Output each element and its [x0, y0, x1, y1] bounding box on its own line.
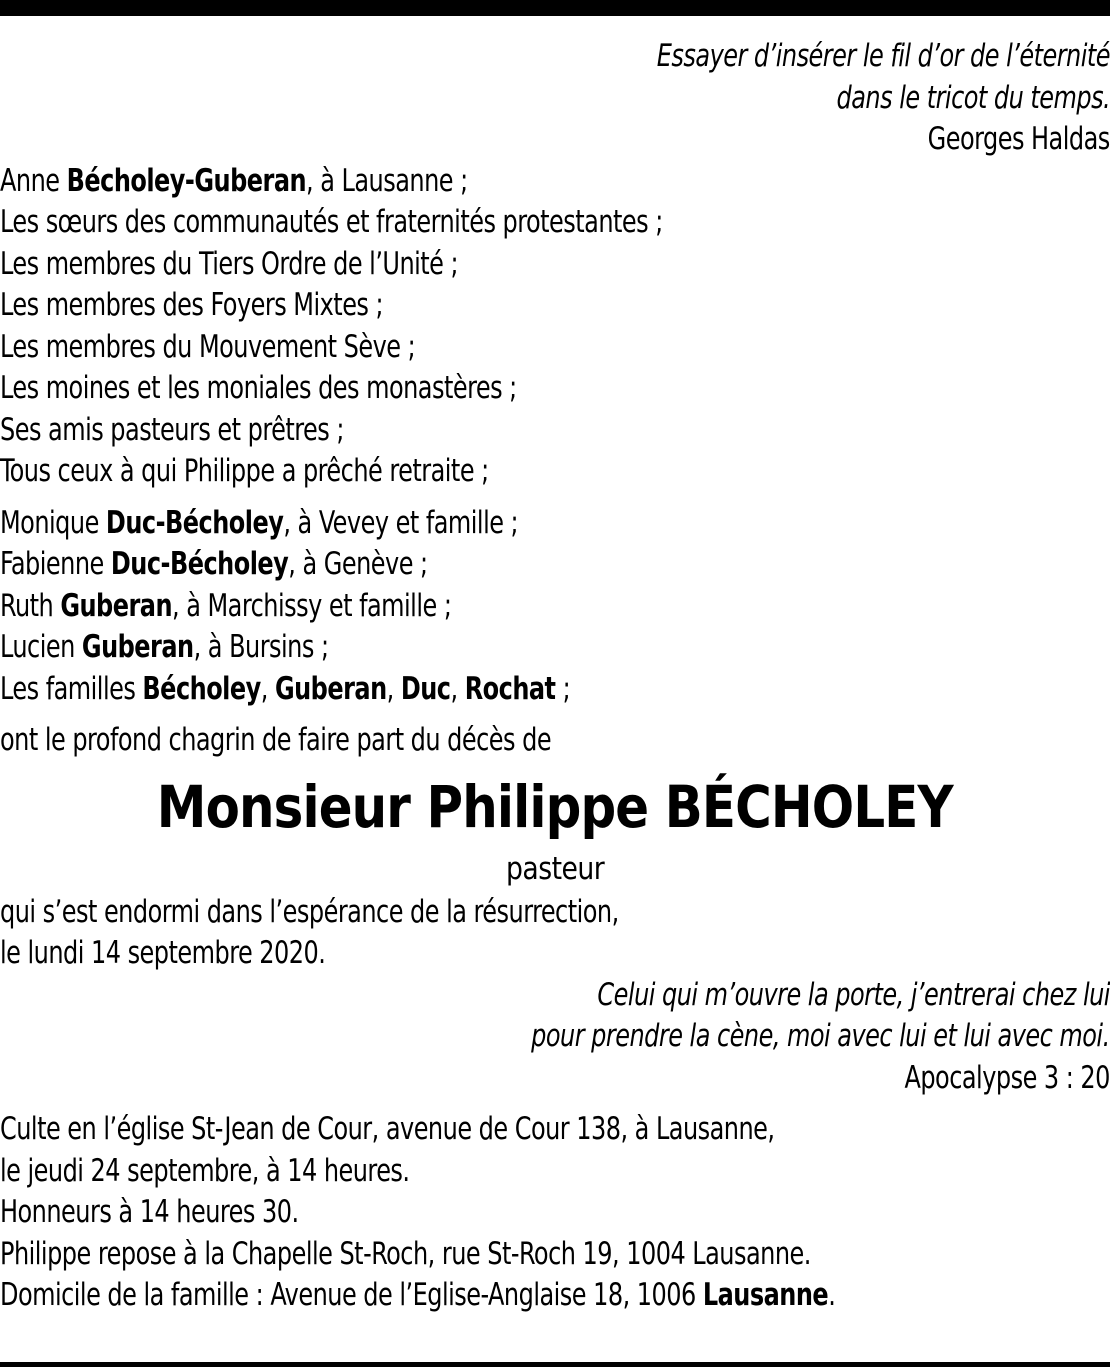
mourner-surname: Bécholey-Guberan: [66, 162, 307, 199]
top-rule: [0, 0, 1110, 16]
verse-line: [0, 1016, 1110, 1058]
separator: ,: [450, 670, 465, 707]
mourner-line: [0, 327, 1110, 369]
mourner-suffix: , à Lausanne ;: [306, 162, 468, 199]
announcement-text: ont le profond chagrin de faire part du décès de: [0, 722, 552, 758]
epigraph-text-1: Essayer d’insérer le fil d’or de l’éternité: [656, 38, 1110, 74]
service-line: [0, 1275, 1110, 1317]
obituary-notice: [0, 36, 1110, 1317]
mourner-prefix: Les membres du Mouvement Sève ;: [0, 328, 416, 365]
mourner-suffix: , à Genève ;: [288, 546, 428, 582]
verse-reference-text: Apocalypse 3 : 20: [904, 1059, 1110, 1096]
mourner-suffix: , à Vevey et famille ;: [283, 504, 519, 541]
mourner-line: [0, 451, 1110, 493]
family-name: Duc: [400, 670, 451, 707]
family-member-line: [0, 503, 1110, 545]
verse-text-1: Celui qui m’ouvre la porte, j’entrerai chez lui: [597, 976, 1110, 1013]
families-line: [0, 669, 1110, 711]
mourner-line: [0, 410, 1110, 452]
family-name: Rochat: [464, 670, 556, 707]
announcement: [0, 720, 1110, 762]
service-line: [0, 1192, 1110, 1234]
family-name: Guberan: [274, 670, 387, 707]
service-text-5: Domicile de la famille : Avenue de l’Eglise-Anglaise 18, 1006: [0, 1277, 703, 1313]
bottom-rule: [0, 1362, 1110, 1367]
families-prefix: Les familles: [0, 670, 143, 707]
mourner-surname: Guberan: [60, 587, 173, 624]
epigraph-line: [0, 78, 1110, 120]
mourner-line: [0, 368, 1110, 410]
deceased-name-text: Monsieur Philippe BÉCHOLEY: [157, 772, 953, 841]
death-text-1: qui s’est endormi dans l’espérance de la résurrection,: [0, 893, 619, 930]
mourner-prefix: Tous ceux à qui Philippe a prêché retraite ;: [0, 453, 489, 489]
separator: ,: [386, 670, 401, 707]
family-member-line: [0, 544, 1110, 586]
service-text-3: Honneurs à 14 heures 30.: [0, 1194, 299, 1230]
mourner-prefix: Ruth: [0, 587, 61, 624]
family-member-line: [0, 586, 1110, 628]
separator: ,: [260, 670, 275, 707]
death-text-2: le lundi 14 septembre 2020.: [0, 935, 326, 971]
period: .: [828, 1277, 836, 1313]
verse-line: [0, 975, 1110, 1017]
mourners-group-1: [0, 161, 1110, 493]
mourner-prefix: Monique: [0, 504, 106, 541]
deceased-title-text: pasteur: [505, 850, 605, 887]
families-suffix: ;: [555, 670, 571, 707]
mourner-prefix: Les moines et les moniales des monastères ;: [0, 370, 517, 406]
epigraph-line: [0, 36, 1110, 78]
mourner-line: [0, 161, 1110, 203]
deceased-title: [0, 846, 1110, 892]
family-member-line: [0, 627, 1110, 669]
epigraph-author-text: Georges Haldas: [927, 121, 1110, 157]
verse-text-2: pour prendre la cène, moi avec lui et lui avec moi.: [531, 1018, 1110, 1054]
mourner-prefix: Les sœurs des communautés et fraternités protestantes ;: [0, 204, 663, 240]
death-line: [0, 933, 1110, 975]
mourner-prefix: Lucien: [0, 629, 82, 665]
service-text-1: Culte en l’église St-Jean de Cour, avenue de Cour 138, à Lausanne,: [0, 1111, 775, 1147]
epigraph-author: [0, 119, 1110, 161]
mourner-line: [0, 285, 1110, 327]
city-name: Lausanne: [702, 1277, 829, 1313]
service-line: [0, 1109, 1110, 1151]
mourner-suffix: , à Marchissy et famille ;: [172, 587, 452, 624]
mourner-surname: Duc-Bécholey: [110, 546, 289, 582]
service-line: [0, 1234, 1110, 1276]
spacer: [0, 710, 1110, 720]
mourner-prefix: Fabienne: [0, 546, 111, 582]
service-text-4: Philippe repose à la Chapelle St-Roch, rue St-Roch 19, 1004 Lausanne.: [0, 1235, 811, 1272]
verse-reference: [0, 1058, 1110, 1100]
service-text-2: le jeudi 24 septembre, à 14 heures.: [0, 1152, 410, 1189]
mourner-line: [0, 202, 1110, 244]
spacer: [0, 493, 1110, 503]
mourner-line: [0, 244, 1110, 286]
family-name: Bécholey: [142, 670, 261, 707]
mourner-prefix: Anne: [0, 162, 67, 199]
service-line: [0, 1151, 1110, 1193]
mourners-group-2: [0, 503, 1110, 669]
mourner-prefix: Les membres des Foyers Mixtes ;: [0, 287, 384, 323]
mourner-suffix: , à Bursins ;: [193, 629, 329, 665]
death-line: [0, 892, 1110, 934]
epigraph-text-2: dans le tricot du temps.: [836, 79, 1110, 116]
mourner-prefix: Ses amis pasteurs et prêtres ;: [0, 411, 344, 448]
spacer: [0, 1099, 1110, 1109]
mourner-surname: Guberan: [81, 629, 194, 665]
mourner-prefix: Les membres du Tiers Ordre de l’Unité ;: [0, 245, 459, 282]
deceased-name: [0, 768, 1110, 846]
mourner-surname: Duc-Bécholey: [105, 504, 284, 541]
